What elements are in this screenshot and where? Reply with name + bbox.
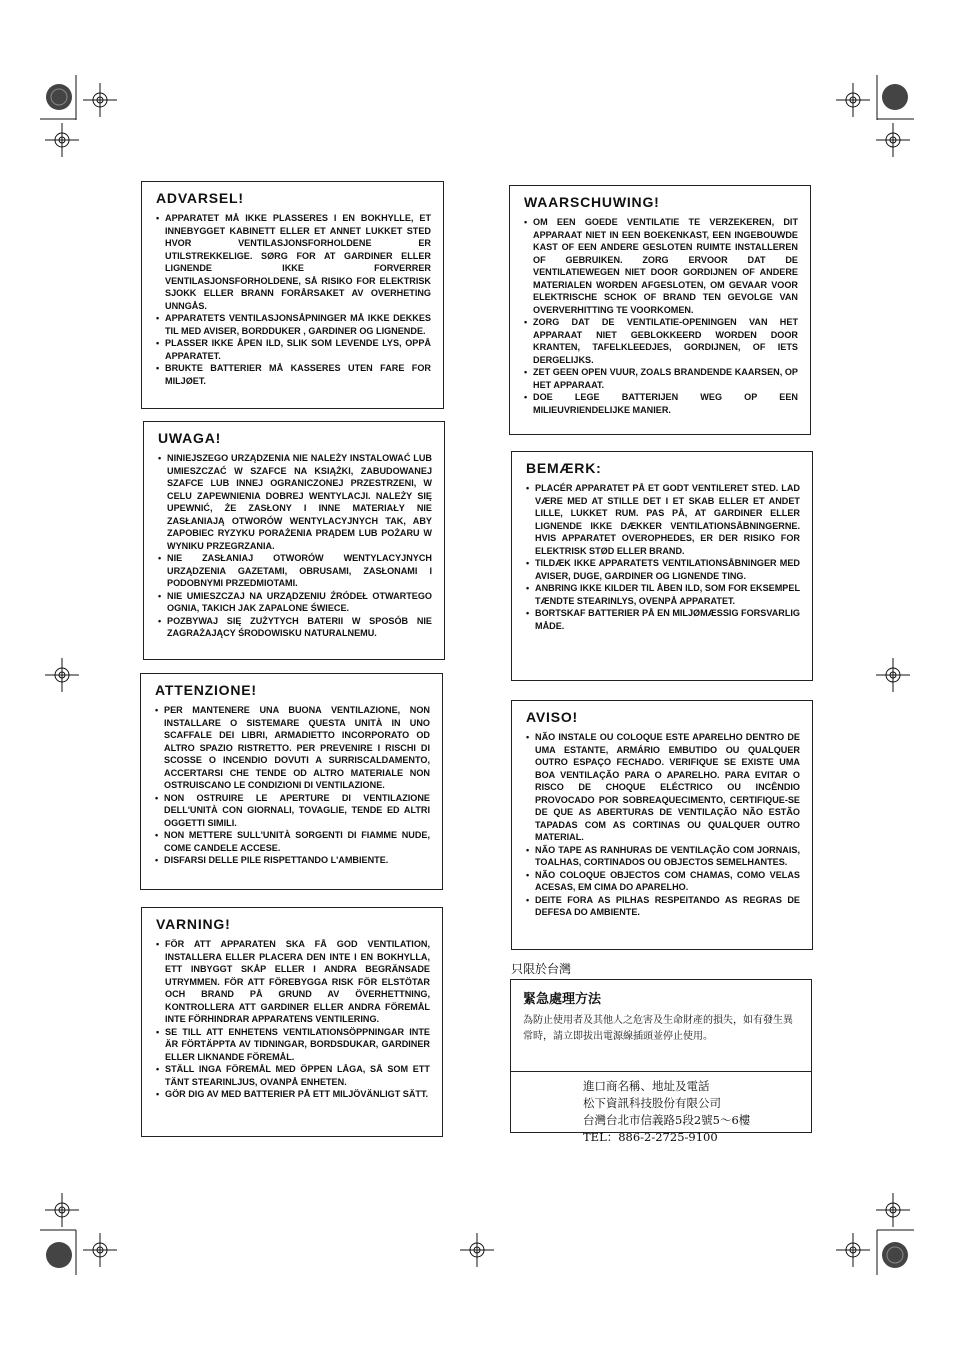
list-item: • POZBYWAJ SIĘ ZUŻYTYCH BATERII W SPOSÓB NIE ZAGRAŻAJĄCY ŚRODOWISKU NATURALNEMU. [158,615,432,640]
warning-box-portuguese [511,700,813,950]
list-item: • BRUKTE BATTERIER MÅ KASSERES UTEN FARE FOR MILJØET. [156,362,431,387]
warning-list [526,731,800,919]
list-item: • SE TILL ATT ENHETENS VENTILATIONSÖPPNINGAR INTE ÄR FÖRTÄPPTA AV TIDNINGAR, BORDSDUKAR, GARDINER ELLER LIKNANDE FÖREMÅL. [156,1026,430,1064]
warning-box-polish [143,421,445,660]
list-item: • NÃO COLOQUE OBJECTOS COM CHAMAS, COMO VELAS ACESAS, EM CIMA DO APARELHO. [526,869,800,894]
warning-box-swedish [141,907,443,1137]
importer-info [511,1072,811,1146]
importer-phone: TEL：886-2-2725-9100 [583,1130,718,1144]
emergency-text: 為防止使用者及其他人之危害及生命財產的損失，如有發生異常時，請立即拔出電源線插頭並停止使用。 [523,1015,793,1042]
warning-box-norwegian [141,181,444,409]
list-item: • DEITE FORA AS PILHAS RESPEITANDO AS REGRAS DE DEFESA DO AMBIENTE. [526,894,800,919]
list-item: • ANBRING IKKE KILDER TIL ÅBEN ILD, SOM FOR EKSEMPEL TÆNDTE STEARINLYS, OVENPÅ APPARATET. [526,582,800,607]
section-title: ATTENZIONE! [155,682,257,698]
section-title: BEMÆRK: [526,460,602,476]
section-title: AVISO! [526,709,578,725]
list-item: • OM EEN GOEDE VENTILATIE TE VERZEKEREN, DIT APPARAAT NIET IN EEN BOEKENKAST, EEN INGEBOUWDE KAST OF EEN ANDERE GESLOTEN RUIMTE INSTALLEREN OF GEBRUIKEN. ZORG ERVOOR DAT DE VENTILATIEWEGEN NIET DOOR GORDIJNEN OF ANDERE MATERIALEN WORDEN AFGESLOTEN, OM GEVAAR VOOR ELEKTRISCHE SCHOK OF BRAND TEN GEVOLGE VAN OVERVERHITTING TE VOORKOMEN. [524,216,798,316]
list-item: • NON METTERE SULL'UNITÀ SORGENTI DI FIAMME NUDE, COME CANDELE ACCESE. [155,829,430,854]
warning-list [158,452,432,640]
list-item: • NIE UMIESZCZAJ NA URZĄDZENIU ŹRÓDEŁ OTWARTEGO OGNIA, TAKICH JAK ZAPALONE ŚWIECE. [158,590,432,615]
section-title: WAARSCHUWING! [524,194,660,210]
warning-list [155,704,430,867]
section-title: ADVARSEL! [156,190,244,206]
list-item: • APPARATET MÅ IKKE PLASSERES I EN BOKHYLLE, ET INNEBYGGET KABINETT ELLER ET ANNET LUKKET STED HVOR VENTILASJONSFORHOLDENE ER UTILSTREKKELIGE. SØRG FOR AT GARDINER ELLER LIGNENDE IKKE FORVERRER VENTILASJONSFORHOLDENE, SÅ RISIKO FOR ELEKTRISK SJOKK ELLER BRANN FORÅRSAKET AV OVERHETING UNNGÅS. [156,212,431,312]
list-item: • NIE ZASŁANIAJ OTWORÓW WENTYLACYJNYCH URZĄDZENIA GAZETAMI, OBRUSAMI, ZASŁONAMI I PODOBNYMI PRZEDMIOTAMI. [158,552,432,590]
warning-list [156,212,431,387]
warning-list [156,938,430,1101]
taiwan-notice-box [510,979,812,1144]
list-item: • NINIEJSZEGO URZĄDZENIA NIE NALEŻY INSTALOWAĆ LUB UMIESZCZAĆ W SZAFCE NA KSIĄŻKI, ZABUDOWANEJ SZAFCE LUB INNEJ OGRANICZONEJ PRZESTRZENI, W CELU ZAPEWNIENIA DOBREJ WENTYLACJI. NALEŻY SIĘ UPEWNIĆ, ŻE ZASŁONY I INNE MATERIAŁY NIE ZASŁANIAJĄ OTWORÓW WENTYLACYJNYCH TAK, ABY ZAPOBIEC RYZYKU PORAŻENIA PRĄDEM LUB POŻARU W WYNIKU PRZEGRZANIA. [158,452,432,552]
importer-company: 松下資訊科技股份有限公司 [583,1096,721,1110]
taiwan-only-label: 只限於台灣 [511,962,572,976]
list-item: • ZET GEEN OPEN VUUR, ZOALS BRANDENDE KAARSEN, OP HET APPARAAT. [524,366,798,391]
list-item: • FÖR ATT APPARATEN SKA FÅ GOD VENTILATION, INSTALLERA ELLER PLACERA DEN INTE I EN BOKHYLLA, ETT INBYGGT SKÅP ELLER I ANDRA BEGRÄNSADE UTRYMMEN. FÖR ATT FÖREBYGGA RISK FÖR ELSTÖTAR OCH BRAND PÅ GRUND AV ÖVERHETTNING, KONTROLLERA ATT GARDINER ELLER ANDRA FÖREMÅL INTE FÖRHINDRAR APPARATENS VENTILERING. [156,938,430,1026]
list-item: • DISFARSI DELLE PILE RISPETTANDO L'AMBIENTE. [155,854,430,867]
warning-box-danish [511,451,813,681]
importer-heading: 進口商名稱、地址及電話 [583,1079,710,1093]
list-item: • BORTSKAF BATTERIER PÅ EN MILJØMÆSSIG FORSVARLIG MÅDE. [526,607,800,632]
list-item: • NÃO INSTALE OU COLOQUE ESTE APARELHO DENTRO DE UMA ESTANTE, ARMÁRIO EMBUTIDO OU QUALQUER OUTRO ESPAÇO FECHADO. VERIFIQUE SE EXISTE UMA BOA VENTILAÇÃO PARA O APARELHO. PARA EVITAR O RISCO DE CHOQUE ELÉCTRICO OU INCÊNDIO PROVOCADO POR SOBREAQUECIMENTO, CERTIFIQUE-SE DE QUE AS ABERTURAS DE VENTILAÇÃO NÃO ESTÃO TAPADAS COM AS CORTINAS OU QUALQUER OUTRO MATERIAL. [526,731,800,844]
warning-list [526,482,800,632]
warning-box-italian [140,673,443,890]
list-item: • TILDÆK IKKE APPARATETS VENTILATIONSÅBNINGER MED AVISER, DUGE, GARDINER OG LIGNENDE TING. [526,557,800,582]
list-item: • STÄLL INGA FÖREMÅL MED ÖPPEN LÅGA, SÅ SOM ETT TÄNT STEARINLJUS, OVANPÅ ENHETEN. [156,1063,430,1088]
list-item: • PER MANTENERE UNA BUONA VENTILAZIONE, NON INSTALLARE O SISTEMARE QUESTA UNITÀ IN UNO SCAFFALE DEI LIBRI, ARMADIETTO INCORPORATO OD ALTRO SPAZIO RISTRETTO. PER PREVENIRE I RISCHI DI SCOSSE O INCENDIO DOVUTI A SURRISCALDAMENTO, ACCERTARSI CHE TENDE OD ALTRO MATERIALE NON OSTRUISCANO LE CONDIZIONI DI VENTILAZIONE. [155,704,430,792]
importer-address: 台灣台北市信義路5段2號5～6樓 [583,1113,751,1127]
warning-box-dutch [509,185,811,435]
list-item: • DOE LEGE BATTERIJEN WEG OP EEN MILIEUVRIENDELIJKE MANIER. [524,391,798,416]
list-item: • PLASSER IKKE ÅPEN ILD, SLIK SOM LEVENDE LYS, OPPÅ APPARATET. [156,337,431,362]
list-item: • NÃO TAPE AS RANHURAS DE VENTILAÇÃO COM JORNAIS, TOALHAS, CORTINADOS OU OBJECTOS SEMELHANTES. [526,844,800,869]
list-item: • ZORG DAT DE VENTILATIE-OPENINGEN VAN HET APPARAAT NIET GEBLOKKEERD WORDEN DOOR KRANTEN, TAFELKLEEDJES, GORDIJNEN, OF IETS DERGELIJKS. [524,316,798,366]
section-title: VARNING! [156,916,231,932]
list-item: • NON OSTRUIRE LE APERTURE DI VENTILAZIONE DELL'UNITÀ CON GIORNALI, TOVAGLIE, TENDE ED ALTRI OGGETTI SIMILI. [155,792,430,830]
section-title: UWAGA! [158,430,222,446]
emergency-title: 緊急處理方法 [523,992,602,1007]
list-item: • PLACÉR APPARATET PÅ ET GODT VENTILERET STED. LAD VÆRE MED AT STILLE DET I ET SKAB ELLER ET ANDET LILLE, LUKKET RUM. PAS PÅ, AT GARDINER ELLER LIGNENDE IKKE DÆKKER VENTILATIONSÅBNINGERNE. HVIS APPARATET OVEROPHEDES, ER DER RISIKO FOR ELEKTRISK STØD ELLER BRAND. [526,482,800,557]
warning-list [524,216,798,416]
list-item: • APPARATETS VENTILASJONSÅPNINGER MÅ IKKE DEKKES TIL MED AVISER, BORDDUKER , GARDINER OG LIGNENDE. [156,312,431,337]
emergency-section [511,980,811,1072]
list-item: • GÖR DIG AV MED BATTERIER PÅ ETT MILJÖVÄNLIGT SÄTT. [156,1088,430,1101]
